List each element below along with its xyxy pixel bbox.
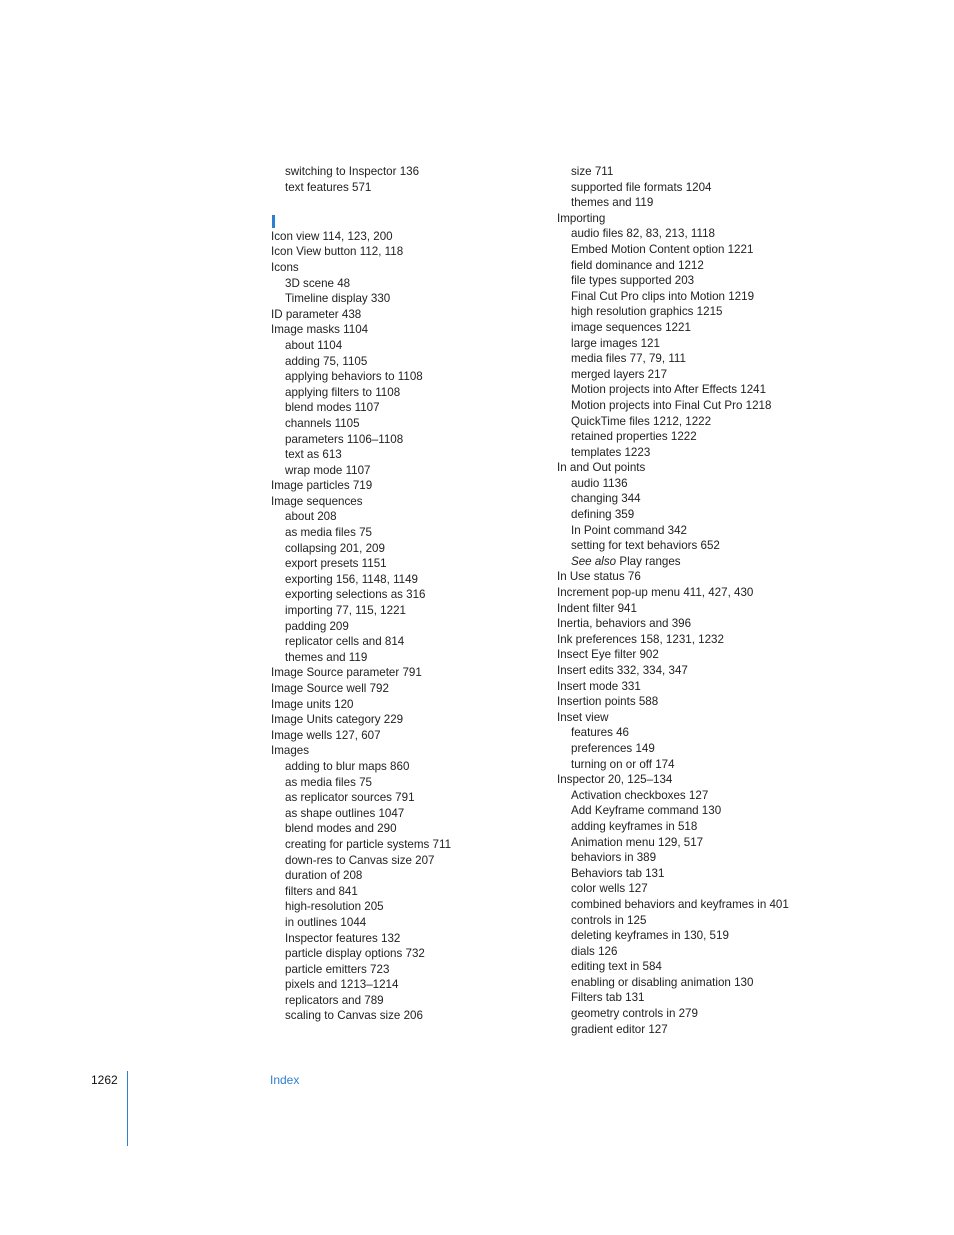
see-also-target: Play ranges bbox=[619, 554, 681, 568]
index-subentry: supported file formats 1204 bbox=[571, 180, 712, 194]
index-subentry: Motion projects into After Effects 1241 bbox=[571, 383, 767, 397]
index-subentry: field dominance and 1212 bbox=[571, 258, 704, 272]
index-subentry: color wells 127 bbox=[571, 882, 648, 896]
footer-rule bbox=[127, 1071, 128, 1146]
index-subentry: about 1104 bbox=[285, 338, 343, 352]
page-number: 1262 bbox=[91, 1073, 118, 1087]
index-entry: Image masks 1104 bbox=[271, 323, 369, 337]
index-entries-letter-i bbox=[271, 229, 541, 1024]
index-subentry: exporting 156, 1148, 1149 bbox=[285, 572, 419, 586]
index-entry: Ink preferences 158, 1231, 1232 bbox=[557, 632, 724, 646]
index-subentry: export presets 1151 bbox=[285, 557, 387, 571]
index-subentry: duration of 208 bbox=[285, 869, 363, 883]
index-subentry: Behaviors tab 131 bbox=[571, 866, 665, 880]
index-subentry: adding keyframes in 518 bbox=[571, 819, 698, 833]
letter-gap bbox=[271, 195, 541, 213]
index-subentry: QuickTime files 1212, 1222 bbox=[571, 414, 712, 428]
index-subentry: themes and 119 bbox=[285, 650, 368, 664]
index-subentry: preferences 149 bbox=[571, 741, 655, 755]
index-subentry: replicator cells and 814 bbox=[285, 635, 405, 649]
index-subentry: applying filters to 1108 bbox=[285, 385, 401, 399]
index-entry: Image Source well 792 bbox=[271, 682, 389, 695]
letter-heading bbox=[271, 213, 541, 229]
see-also-label: See also bbox=[571, 554, 617, 568]
index-entry: ID parameter 438 bbox=[271, 307, 362, 321]
index-subentry: text features 571 bbox=[285, 180, 372, 194]
index-subentry: Activation checkboxes 127 bbox=[571, 788, 709, 802]
index-subentry: high resolution graphics 1215 bbox=[571, 305, 723, 319]
index-subentry: Inspector features 132 bbox=[285, 931, 401, 945]
index-subentry: creating for particle systems 711 bbox=[285, 837, 452, 851]
index-entry: Importing bbox=[557, 211, 606, 225]
index-entry: In Use status 76 bbox=[557, 570, 641, 584]
index-entry: Inset view bbox=[557, 710, 609, 724]
index-subentry: merged layers 217 bbox=[571, 367, 668, 381]
index-entry: Insect Eye filter 902 bbox=[557, 648, 659, 662]
index-entry: Image Source parameter 791 bbox=[271, 666, 422, 680]
index-entry: Icon view 114, 123, 200 bbox=[271, 229, 393, 243]
index-subentry: size 711 bbox=[571, 165, 614, 178]
index-subentry: image sequences 1221 bbox=[571, 320, 691, 334]
index-subentry: adding to blur maps 860 bbox=[285, 759, 410, 773]
index-subentry: collapsing 201, 209 bbox=[285, 541, 385, 555]
index-subentry: setting for text behaviors 652 bbox=[571, 539, 720, 553]
index-column-right bbox=[557, 164, 887, 1037]
index-entry: Insertion points 588 bbox=[557, 695, 659, 709]
index-entry: Insert edits 332, 334, 347 bbox=[557, 664, 688, 677]
index-column-left bbox=[271, 164, 541, 1024]
index-subentry: replicators and 789 bbox=[285, 993, 384, 1007]
index-subentry: changing 344 bbox=[571, 492, 641, 506]
index-subentry: gradient editor 127 bbox=[571, 1022, 668, 1036]
index-subentry: In Point command 342 bbox=[571, 523, 688, 537]
index-subentry: text as 613 bbox=[285, 448, 342, 462]
index-subentry: editing text in 584 bbox=[571, 960, 662, 974]
index-subentry: Timeline display 330 bbox=[285, 292, 391, 306]
index-entry: Insert mode 331 bbox=[557, 679, 641, 693]
index-subentry: parameters 1106–1108 bbox=[285, 432, 404, 446]
index-entry: Icons bbox=[271, 260, 299, 274]
index-subentry: scaling to Canvas size 206 bbox=[285, 1009, 423, 1023]
index-subentry: features 46 bbox=[571, 726, 630, 740]
index-subentry: deleting keyframes in 130, 519 bbox=[571, 929, 729, 943]
index-subentry: Add Keyframe command 130 bbox=[571, 804, 722, 818]
index-subentry: in outlines 1044 bbox=[285, 915, 367, 929]
index-subentry: geometry controls in 279 bbox=[571, 1007, 698, 1021]
index-subentry: as media files 75 bbox=[285, 775, 372, 789]
index-subentry: combined behaviors and keyframes in 401 bbox=[571, 897, 789, 911]
index-subentry: retained properties 1222 bbox=[571, 430, 697, 444]
index-subentry: as replicator sources 791 bbox=[285, 791, 415, 805]
index-entries-right bbox=[557, 164, 887, 1037]
index-subentry: large images 121 bbox=[571, 336, 660, 350]
index-entry: Inertia, behaviors and 396 bbox=[557, 617, 692, 631]
index-subentry: media files 77, 79, 111 bbox=[571, 352, 686, 366]
index-entry: Image wells 127, 607 bbox=[271, 728, 381, 742]
index-subentry: turning on or off 174 bbox=[571, 757, 675, 771]
index-subentry: Motion projects into Final Cut Pro 1218 bbox=[571, 398, 772, 412]
index-entry: Increment pop-up menu 411, 427, 430 bbox=[557, 586, 754, 600]
index-subentry: file types supported 203 bbox=[571, 274, 695, 288]
index-subentry: switching to Inspector 136 bbox=[285, 165, 420, 178]
index-subentry: dials 126 bbox=[571, 944, 618, 958]
index-entry: Image sequences bbox=[271, 494, 363, 508]
index-subentry: themes and 119 bbox=[571, 196, 654, 210]
index-subentry: 3D scene 48 bbox=[285, 276, 351, 290]
index-subentry: particle display options 732 bbox=[285, 947, 425, 961]
index-subentry: blend modes and 290 bbox=[285, 822, 397, 836]
index-subentry: audio files 82, 83, 213, 1118 bbox=[571, 227, 715, 241]
index-subentry: down-res to Canvas size 207 bbox=[285, 853, 435, 867]
index-entry: Images bbox=[271, 744, 310, 758]
index-subentry: behaviors in 389 bbox=[571, 851, 657, 865]
index-subentry: wrap mode 1107 bbox=[285, 463, 371, 477]
index-subentry: filters and 841 bbox=[285, 884, 358, 898]
index-subentry: templates 1223 bbox=[571, 445, 651, 459]
index-entry: Inspector 20, 125–134 bbox=[557, 773, 673, 787]
index-subentry: as shape outlines 1047 bbox=[285, 806, 405, 820]
index-subentry: audio 1136 bbox=[571, 476, 628, 490]
index-subentry: adding 75, 1105 bbox=[285, 354, 368, 368]
index-subentry: applying behaviors to 1108 bbox=[285, 370, 423, 384]
index-subentry: Filters tab 131 bbox=[571, 991, 645, 1005]
index-entry: In and Out points bbox=[557, 461, 646, 475]
index-subentry: about 208 bbox=[285, 510, 337, 524]
index-subentry: as media files 75 bbox=[285, 526, 372, 540]
index-entries-continued bbox=[271, 164, 541, 195]
index-subentry: enabling or disabling animation 130 bbox=[571, 975, 754, 989]
index-subentry: blend modes 1107 bbox=[285, 401, 380, 415]
index-entry: Indent filter 941 bbox=[557, 601, 637, 615]
index-subentry: padding 209 bbox=[285, 619, 349, 633]
index-subentry: Animation menu 129, 517 bbox=[571, 835, 704, 849]
index-subentry: pixels and 1213–1214 bbox=[285, 978, 399, 992]
index-subentry: particle emitters 723 bbox=[285, 962, 390, 976]
index-subentry: Final Cut Pro clips into Motion 1219 bbox=[571, 289, 755, 303]
letter-heading-bar bbox=[272, 215, 275, 228]
index-entry: Image particles 719 bbox=[271, 479, 373, 493]
index-subentry: defining 359 bbox=[571, 508, 635, 522]
index-subentry: importing 77, 115, 1221 bbox=[285, 604, 406, 618]
index-subentry bbox=[557, 554, 887, 570]
index-entry: Image Units category 229 bbox=[271, 713, 404, 727]
footer-section-link[interactable]: Index bbox=[270, 1073, 300, 1087]
index-entry: Icon View button 112, 118 bbox=[271, 245, 404, 259]
index-entry: Image units 120 bbox=[271, 697, 354, 711]
index-subentry: controls in 125 bbox=[571, 913, 647, 927]
index-subentry: channels 1105 bbox=[285, 416, 360, 430]
index-subentry: Embed Motion Content option 1221 bbox=[571, 242, 754, 256]
index-subentry: exporting selections as 316 bbox=[285, 588, 426, 602]
index-subentry: high-resolution 205 bbox=[285, 900, 384, 914]
